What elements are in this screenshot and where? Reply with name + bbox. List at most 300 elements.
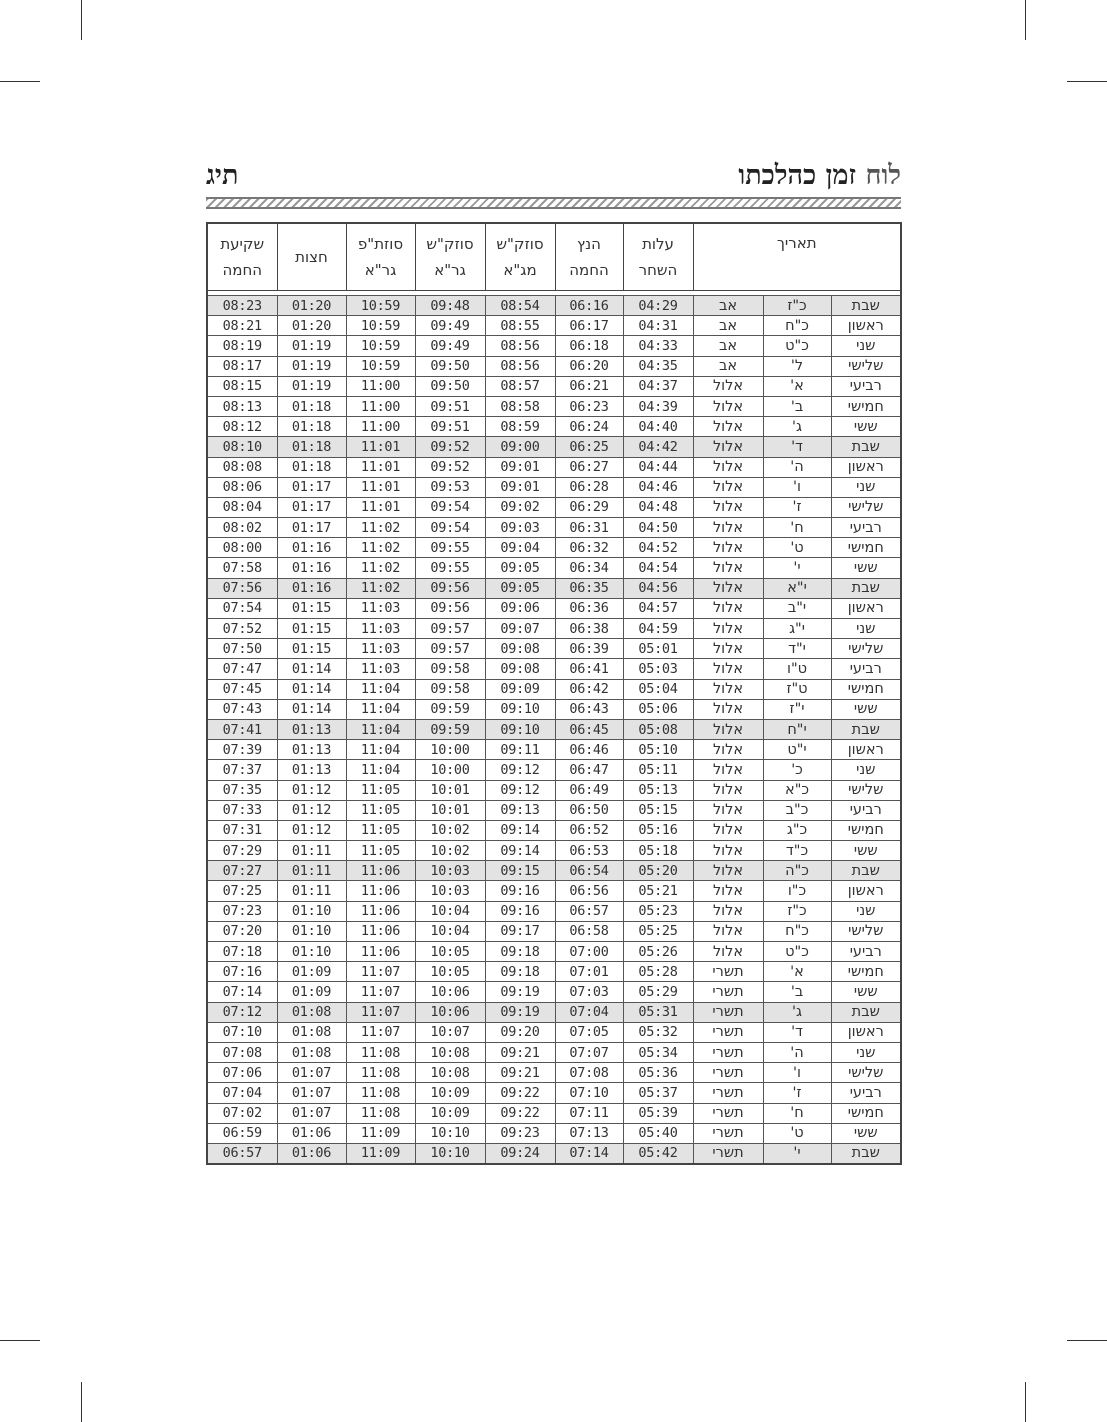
month-cell: תשרי xyxy=(693,1022,763,1042)
midday-cell: 01:12 xyxy=(277,820,346,840)
tefila-gra-cell: 11:04 xyxy=(346,740,415,760)
shema-gra-cell: 10:05 xyxy=(415,962,485,982)
tefila-gra-cell: 11:06 xyxy=(346,881,415,901)
shema-mga-cell: 09:05 xyxy=(485,558,555,578)
shema-mga-cell: 09:11 xyxy=(485,740,555,760)
dawn-cell: 05:06 xyxy=(623,699,693,719)
midday-cell: 01:06 xyxy=(277,1143,346,1164)
date-cell: ג' xyxy=(763,1002,831,1022)
midday-cell: 01:19 xyxy=(277,356,346,376)
tefila-gra-cell: 11:06 xyxy=(346,901,415,921)
sunrise-cell: 06:16 xyxy=(555,296,623,316)
dawn-cell: 05:18 xyxy=(623,841,693,861)
dawn-cell: 05:34 xyxy=(623,1042,693,1062)
month-cell: אלול xyxy=(693,538,763,558)
col-date: תאריך xyxy=(693,223,901,291)
tefila-gra-cell: 11:08 xyxy=(346,1063,415,1083)
shema-gra-cell: 09:50 xyxy=(415,356,485,376)
shema-gra-cell: 10:00 xyxy=(415,740,485,760)
table-row xyxy=(207,800,901,820)
midday-cell: 01:17 xyxy=(277,477,346,497)
sunset-cell: 07:31 xyxy=(207,820,277,840)
shema-mga-cell: 09:12 xyxy=(485,760,555,780)
sunset-cell: 08:19 xyxy=(207,336,277,356)
midday-cell: 01:12 xyxy=(277,800,346,820)
table-row xyxy=(207,1143,901,1164)
shema-gra-cell: 09:58 xyxy=(415,659,485,679)
month-cell: אב xyxy=(693,336,763,356)
month-cell: תשרי xyxy=(693,1002,763,1022)
date-cell: כ"ו xyxy=(763,881,831,901)
shema-gra-cell: 09:53 xyxy=(415,477,485,497)
sunrise-cell: 06:21 xyxy=(555,376,623,396)
tefila-gra-cell: 11:06 xyxy=(346,861,415,881)
month-cell: אלול xyxy=(693,881,763,901)
day-cell: שבת xyxy=(831,437,901,457)
day-cell: ראשון xyxy=(831,881,901,901)
dawn-cell: 05:11 xyxy=(623,760,693,780)
midday-cell: 01:17 xyxy=(277,518,346,538)
month-cell: אלול xyxy=(693,437,763,457)
day-cell: שבת xyxy=(831,578,901,598)
month-cell: אלול xyxy=(693,558,763,578)
table-row xyxy=(207,962,901,982)
shema-gra-cell: 09:58 xyxy=(415,679,485,699)
day-cell: ששי xyxy=(831,982,901,1002)
sunset-cell: 06:57 xyxy=(207,1143,277,1164)
table-row xyxy=(207,1002,901,1022)
table-row xyxy=(207,841,901,861)
day-cell: רביעי xyxy=(831,518,901,538)
midday-cell: 01:08 xyxy=(277,1002,346,1022)
midday-cell: 01:18 xyxy=(277,417,346,437)
date-cell: ו' xyxy=(763,1063,831,1083)
sunset-cell: 07:25 xyxy=(207,881,277,901)
sunrise-cell: 06:53 xyxy=(555,841,623,861)
shema-mga-cell: 09:18 xyxy=(485,942,555,962)
day-cell: שני xyxy=(831,1042,901,1062)
table-row xyxy=(207,477,901,497)
table-body xyxy=(207,291,901,1165)
shema-gra-cell: 09:54 xyxy=(415,497,485,517)
dawn-cell: 04:44 xyxy=(623,457,693,477)
tefila-gra-cell: 11:09 xyxy=(346,1143,415,1164)
sunset-cell: 07:29 xyxy=(207,841,277,861)
date-cell: ח' xyxy=(763,518,831,538)
sunrise-cell: 06:54 xyxy=(555,861,623,881)
midday-cell: 01:11 xyxy=(277,861,346,881)
dawn-cell: 04:50 xyxy=(623,518,693,538)
midday-cell: 01:19 xyxy=(277,376,346,396)
date-cell: ד' xyxy=(763,1022,831,1042)
table-row xyxy=(207,518,901,538)
table-row xyxy=(207,396,901,416)
day-cell: רביעי xyxy=(831,800,901,820)
sunrise-cell: 06:56 xyxy=(555,881,623,901)
tefila-gra-cell: 11:01 xyxy=(346,437,415,457)
day-cell: ששי xyxy=(831,417,901,437)
midday-cell: 01:10 xyxy=(277,921,346,941)
midday-cell: 01:08 xyxy=(277,1042,346,1062)
tefila-gra-cell: 11:07 xyxy=(346,1002,415,1022)
date-cell: ד' xyxy=(763,437,831,457)
dawn-cell: 04:35 xyxy=(623,356,693,376)
shema-gra-cell: 10:02 xyxy=(415,841,485,861)
tefila-gra-cell: 11:03 xyxy=(346,619,415,639)
date-cell: י' xyxy=(763,1143,831,1164)
shema-mga-cell: 08:58 xyxy=(485,396,555,416)
shema-mga-cell: 09:22 xyxy=(485,1103,555,1123)
shema-gra-cell: 10:06 xyxy=(415,1002,485,1022)
sunrise-cell: 07:10 xyxy=(555,1083,623,1103)
table-row xyxy=(207,679,901,699)
sunset-cell: 08:00 xyxy=(207,538,277,558)
midday-cell: 01:14 xyxy=(277,679,346,699)
table-row xyxy=(207,356,901,376)
shema-gra-cell: 09:50 xyxy=(415,376,485,396)
table-row xyxy=(207,376,901,396)
day-cell: ששי xyxy=(831,699,901,719)
sunset-cell: 07:58 xyxy=(207,558,277,578)
sunrise-cell: 06:39 xyxy=(555,639,623,659)
crop-mark xyxy=(1025,1382,1026,1422)
sunrise-cell: 06:23 xyxy=(555,396,623,416)
date-cell: י"ג xyxy=(763,619,831,639)
shema-gra-cell: 09:56 xyxy=(415,578,485,598)
col-tefila-gra: סוזת"פ גר"א xyxy=(346,223,415,291)
tefila-gra-cell: 11:04 xyxy=(346,719,415,739)
midday-cell: 01:07 xyxy=(277,1083,346,1103)
sunrise-cell: 06:47 xyxy=(555,760,623,780)
tefila-gra-cell: 11:07 xyxy=(346,982,415,1002)
sunset-cell: 07:33 xyxy=(207,800,277,820)
tefila-gra-cell: 11:01 xyxy=(346,457,415,477)
crop-mark xyxy=(1067,81,1107,82)
zmanim-table xyxy=(206,222,902,1165)
sunset-cell: 06:59 xyxy=(207,1123,277,1143)
shema-mga-cell: 09:12 xyxy=(485,780,555,800)
shema-gra-cell: 09:54 xyxy=(415,518,485,538)
day-cell: שלישי xyxy=(831,780,901,800)
shema-gra-cell: 09:49 xyxy=(415,316,485,336)
tefila-gra-cell: 11:02 xyxy=(346,518,415,538)
day-cell: ראשון xyxy=(831,457,901,477)
date-cell: כ' xyxy=(763,760,831,780)
dawn-cell: 05:04 xyxy=(623,679,693,699)
month-cell: תשרי xyxy=(693,1083,763,1103)
shema-mga-cell: 09:13 xyxy=(485,800,555,820)
table-row xyxy=(207,1063,901,1083)
title-accent: לוח xyxy=(865,160,901,191)
sunrise-cell: 07:05 xyxy=(555,1022,623,1042)
sunset-cell: 07:37 xyxy=(207,760,277,780)
table-row xyxy=(207,861,901,881)
title-main: זמן כהלכתו xyxy=(738,160,857,191)
date-cell: י"ט xyxy=(763,740,831,760)
shema-mga-cell: 09:06 xyxy=(485,598,555,618)
dawn-cell: 05:40 xyxy=(623,1123,693,1143)
midday-cell: 01:17 xyxy=(277,497,346,517)
shema-mga-cell: 09:16 xyxy=(485,901,555,921)
sunset-cell: 07:23 xyxy=(207,901,277,921)
month-cell: אלול xyxy=(693,457,763,477)
dawn-cell: 05:26 xyxy=(623,942,693,962)
midday-cell: 01:20 xyxy=(277,296,346,316)
table-row xyxy=(207,982,901,1002)
dawn-cell: 05:25 xyxy=(623,921,693,941)
midday-cell: 01:07 xyxy=(277,1103,346,1123)
shema-mga-cell: 09:15 xyxy=(485,861,555,881)
tefila-gra-cell: 11:06 xyxy=(346,921,415,941)
dawn-cell: 05:37 xyxy=(623,1083,693,1103)
table-row xyxy=(207,538,901,558)
dawn-cell: 04:48 xyxy=(623,497,693,517)
sunset-cell: 07:43 xyxy=(207,699,277,719)
midday-cell: 01:06 xyxy=(277,1123,346,1143)
shema-mga-cell: 09:05 xyxy=(485,578,555,598)
table-row xyxy=(207,639,901,659)
sunrise-cell: 06:57 xyxy=(555,901,623,921)
sunset-cell: 07:56 xyxy=(207,578,277,598)
page-title xyxy=(738,160,901,191)
day-cell: חמישי xyxy=(831,1103,901,1123)
shema-gra-cell: 09:56 xyxy=(415,598,485,618)
date-cell: כ"ב xyxy=(763,800,831,820)
day-cell: שלישי xyxy=(831,921,901,941)
shema-mga-cell: 09:21 xyxy=(485,1042,555,1062)
date-cell: ו' xyxy=(763,477,831,497)
sunrise-cell: 06:52 xyxy=(555,820,623,840)
sunset-cell: 08:17 xyxy=(207,356,277,376)
month-cell: אלול xyxy=(693,396,763,416)
table-row xyxy=(207,619,901,639)
month-cell: אלול xyxy=(693,841,763,861)
month-cell: אלול xyxy=(693,719,763,739)
crop-mark xyxy=(0,81,40,82)
sunset-cell: 07:41 xyxy=(207,719,277,739)
dawn-cell: 05:08 xyxy=(623,719,693,739)
shema-gra-cell: 10:09 xyxy=(415,1103,485,1123)
sunset-cell: 08:13 xyxy=(207,396,277,416)
shema-mga-cell: 09:08 xyxy=(485,639,555,659)
tefila-gra-cell: 11:02 xyxy=(346,558,415,578)
day-cell: שלישי xyxy=(831,356,901,376)
table-row xyxy=(207,316,901,336)
dawn-cell: 04:59 xyxy=(623,619,693,639)
table-row xyxy=(207,1083,901,1103)
date-cell: כ"ח xyxy=(763,921,831,941)
table-row xyxy=(207,457,901,477)
sunset-cell: 07:27 xyxy=(207,861,277,881)
shema-gra-cell: 10:01 xyxy=(415,780,485,800)
sunset-cell: 08:12 xyxy=(207,417,277,437)
day-cell: שני xyxy=(831,336,901,356)
sunrise-cell: 06:49 xyxy=(555,780,623,800)
dawn-cell: 04:52 xyxy=(623,538,693,558)
dawn-cell: 05:16 xyxy=(623,820,693,840)
dawn-cell: 05:13 xyxy=(623,780,693,800)
sunset-cell: 08:10 xyxy=(207,437,277,457)
sunrise-cell: 06:32 xyxy=(555,538,623,558)
sunrise-cell: 06:28 xyxy=(555,477,623,497)
date-cell: ח' xyxy=(763,1103,831,1123)
col-sunset: שקיעת החמה xyxy=(207,223,277,291)
crop-mark xyxy=(1067,1340,1107,1341)
date-cell: י' xyxy=(763,558,831,578)
tefila-gra-cell: 11:04 xyxy=(346,760,415,780)
shema-mga-cell: 09:10 xyxy=(485,699,555,719)
tefila-gra-cell: 11:00 xyxy=(346,396,415,416)
shema-gra-cell: 10:03 xyxy=(415,861,485,881)
dawn-cell: 05:20 xyxy=(623,861,693,881)
shema-gra-cell: 10:08 xyxy=(415,1063,485,1083)
dawn-cell: 05:42 xyxy=(623,1143,693,1164)
date-cell: כ"ח xyxy=(763,316,831,336)
sunrise-cell: 06:18 xyxy=(555,336,623,356)
tefila-gra-cell: 10:59 xyxy=(346,316,415,336)
sunset-cell: 07:16 xyxy=(207,962,277,982)
dawn-cell: 05:36 xyxy=(623,1063,693,1083)
table-row xyxy=(207,659,901,679)
day-cell: חמישי xyxy=(831,820,901,840)
sunset-cell: 07:14 xyxy=(207,982,277,1002)
shema-mga-cell: 09:24 xyxy=(485,1143,555,1164)
sunrise-cell: 07:03 xyxy=(555,982,623,1002)
sunset-cell: 07:52 xyxy=(207,619,277,639)
shema-gra-cell: 10:04 xyxy=(415,901,485,921)
month-cell: אלול xyxy=(693,921,763,941)
day-cell: ששי xyxy=(831,841,901,861)
shema-mga-cell: 09:16 xyxy=(485,881,555,901)
dawn-cell: 05:21 xyxy=(623,881,693,901)
month-cell: תשרי xyxy=(693,1143,763,1164)
dawn-cell: 04:37 xyxy=(623,376,693,396)
day-cell: ששי xyxy=(831,558,901,578)
date-cell: כ"ג xyxy=(763,820,831,840)
month-cell: אלול xyxy=(693,639,763,659)
day-cell: רביעי xyxy=(831,376,901,396)
shema-gra-cell: 10:06 xyxy=(415,982,485,1002)
month-cell: אלול xyxy=(693,699,763,719)
tefila-gra-cell: 11:05 xyxy=(346,841,415,861)
table-row xyxy=(207,497,901,517)
day-cell: שני xyxy=(831,619,901,639)
shema-gra-cell: 10:01 xyxy=(415,800,485,820)
midday-cell: 01:19 xyxy=(277,336,346,356)
shema-gra-cell: 09:52 xyxy=(415,457,485,477)
date-cell: ה' xyxy=(763,457,831,477)
midday-cell: 01:18 xyxy=(277,437,346,457)
day-cell: רביעי xyxy=(831,1083,901,1103)
day-cell: שני xyxy=(831,760,901,780)
tefila-gra-cell: 11:02 xyxy=(346,538,415,558)
sunset-cell: 07:47 xyxy=(207,659,277,679)
shema-gra-cell: 09:52 xyxy=(415,437,485,457)
day-cell: שבת xyxy=(831,1143,901,1164)
date-cell: ב' xyxy=(763,396,831,416)
sunrise-cell: 06:45 xyxy=(555,719,623,739)
sunrise-cell: 07:04 xyxy=(555,1002,623,1022)
dawn-cell: 04:31 xyxy=(623,316,693,336)
table-row xyxy=(207,558,901,578)
day-cell: רביעי xyxy=(831,942,901,962)
tefila-gra-cell: 11:02 xyxy=(346,578,415,598)
dawn-cell: 05:28 xyxy=(623,962,693,982)
shema-mga-cell: 09:14 xyxy=(485,820,555,840)
shema-gra-cell: 10:07 xyxy=(415,1022,485,1042)
day-cell: שני xyxy=(831,901,901,921)
sunset-cell: 08:15 xyxy=(207,376,277,396)
midday-cell: 01:15 xyxy=(277,598,346,618)
date-cell: ט"ו xyxy=(763,659,831,679)
day-cell: ששי xyxy=(831,1123,901,1143)
month-cell: אב xyxy=(693,356,763,376)
month-cell: אלול xyxy=(693,417,763,437)
date-cell: כ"ז xyxy=(763,901,831,921)
midday-cell: 01:08 xyxy=(277,1022,346,1042)
month-cell: אלול xyxy=(693,578,763,598)
sunrise-cell: 06:42 xyxy=(555,679,623,699)
shema-gra-cell: 09:48 xyxy=(415,296,485,316)
tefila-gra-cell: 11:04 xyxy=(346,679,415,699)
shema-gra-cell: 10:00 xyxy=(415,760,485,780)
sunrise-cell: 06:58 xyxy=(555,921,623,941)
shema-mga-cell: 09:01 xyxy=(485,457,555,477)
table-header-row xyxy=(207,223,901,291)
shema-mga-cell: 08:56 xyxy=(485,336,555,356)
sunset-cell: 07:08 xyxy=(207,1042,277,1062)
date-cell: א' xyxy=(763,376,831,396)
date-cell: כ"ז xyxy=(763,296,831,316)
table-row xyxy=(207,437,901,457)
tefila-gra-cell: 11:08 xyxy=(346,1042,415,1062)
midday-cell: 01:14 xyxy=(277,699,346,719)
sunset-cell: 08:08 xyxy=(207,457,277,477)
table-row xyxy=(207,578,901,598)
shema-gra-cell: 10:10 xyxy=(415,1123,485,1143)
dawn-cell: 05:01 xyxy=(623,639,693,659)
shema-mga-cell: 09:21 xyxy=(485,1063,555,1083)
shema-mga-cell: 08:59 xyxy=(485,417,555,437)
sunrise-cell: 06:38 xyxy=(555,619,623,639)
date-cell: ל' xyxy=(763,356,831,376)
table-row xyxy=(207,598,901,618)
sunrise-cell: 06:31 xyxy=(555,518,623,538)
tefila-gra-cell: 11:09 xyxy=(346,1123,415,1143)
sunset-cell: 07:02 xyxy=(207,1103,277,1123)
midday-cell: 01:09 xyxy=(277,962,346,982)
sunrise-cell: 06:25 xyxy=(555,437,623,457)
sunset-cell: 07:18 xyxy=(207,942,277,962)
date-cell: ט' xyxy=(763,538,831,558)
shema-gra-cell: 10:03 xyxy=(415,881,485,901)
dawn-cell: 04:40 xyxy=(623,417,693,437)
tefila-gra-cell: 11:07 xyxy=(346,1022,415,1042)
shema-mga-cell: 09:09 xyxy=(485,679,555,699)
midday-cell: 01:07 xyxy=(277,1063,346,1083)
sunset-cell: 07:54 xyxy=(207,598,277,618)
dawn-cell: 04:57 xyxy=(623,598,693,618)
month-cell: אלול xyxy=(693,780,763,800)
month-cell: תשרי xyxy=(693,1103,763,1123)
month-cell: אלול xyxy=(693,800,763,820)
midday-cell: 01:15 xyxy=(277,639,346,659)
shema-gra-cell: 10:08 xyxy=(415,1042,485,1062)
dawn-cell: 05:39 xyxy=(623,1103,693,1123)
shema-gra-cell: 09:59 xyxy=(415,699,485,719)
day-cell: שני xyxy=(831,477,901,497)
date-cell: כ"ה xyxy=(763,861,831,881)
